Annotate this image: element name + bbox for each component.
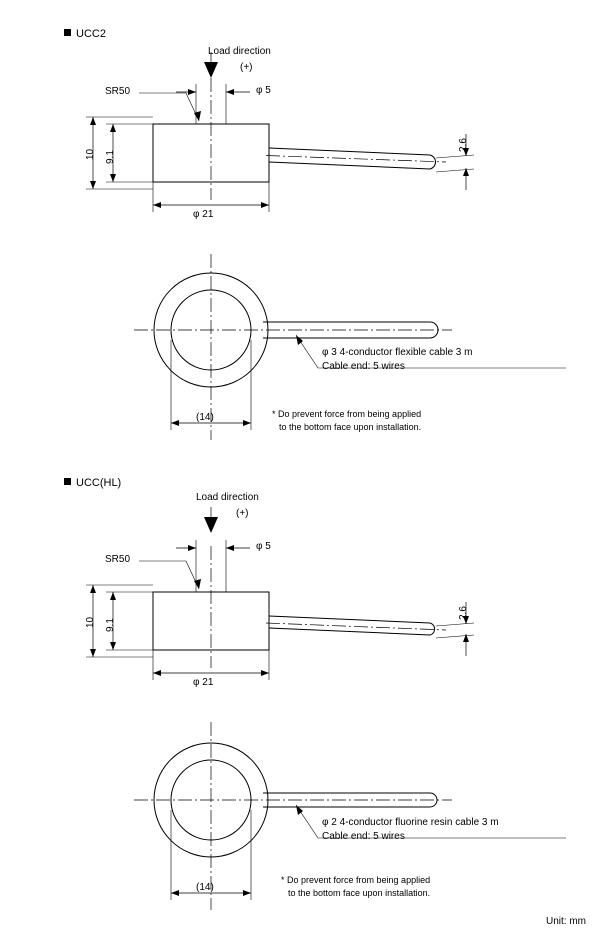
dim26-ext-bottom-ucchl (436, 635, 474, 638)
phi5-label-ucchl: φ 5 (256, 541, 271, 552)
cable-spec-line2-ucc2: Cable end: 5 wires (322, 361, 405, 372)
cable-end-cap-ucchl (430, 623, 435, 635)
load-direction-label-ucc2: Load direction (208, 46, 271, 57)
install-note-line1-ucchl: * Do prevent force from being applied (281, 875, 431, 885)
dim14-arrow-left-ucchl (171, 890, 179, 896)
dim91-arrow-bottom-ucchl (110, 642, 116, 650)
cable-spec-line1-ucchl: φ 2 4-conductor fluorine resin cable 3 m (322, 817, 499, 828)
cable-top-edge-ucchl (269, 616, 430, 623)
dim10-arrow-bottom-ucchl (90, 649, 96, 657)
load-arrow-head-ucchl (204, 517, 218, 533)
dim-14-label-ucchl: (14) (196, 882, 214, 893)
dim-9-1-label-ucc2: 9.1 (105, 150, 116, 164)
dim-2-6-label-ucc2: 2.6 (458, 138, 469, 152)
phi21-arrow-right-ucchl (261, 670, 269, 676)
cable-spec-line1-ucc2: φ 3 4-conductor flexible cable 3 m (322, 347, 473, 358)
phi21-label-ucchl: φ 21 (193, 677, 214, 688)
dim-10-label-ucc2: 10 (85, 148, 96, 160)
dim-9-1-label-ucchl: 9.1 (105, 618, 116, 632)
dim14-arrow-right-ucchl (243, 890, 251, 896)
dim-2-6-label-ucchl: 2.6 (458, 606, 469, 620)
sr50-label-ucchl: SR50 (105, 554, 131, 565)
dim26-ext-top-ucchl (436, 623, 474, 626)
dim10-arrow-top-ucchl (90, 585, 96, 593)
phi5-label-ucc2: φ 5 (256, 85, 271, 96)
load-direction-label-ucchl: Load direction (196, 492, 259, 503)
unit-note: Unit: mm (546, 916, 586, 927)
phi5-arrow-right-ucchl (226, 545, 234, 551)
load-sign-label-ucchl: (+) (236, 508, 249, 519)
dim-10-label-ucchl: 10 (85, 616, 96, 628)
phi21-arrow-left-ucchl (153, 670, 161, 676)
dim-14-label-ucc2: (14) (196, 412, 214, 423)
load-sign-label-ucc2: (+) (240, 62, 253, 73)
install-note-line1-ucc2: * Do prevent force from being applied (272, 409, 422, 419)
section-title-ucc2: UCC2 (64, 28, 106, 40)
cable-spec-line2-ucchl: Cable end: 5 wires (322, 831, 405, 842)
phi21-label-ucc2: φ 21 (193, 209, 214, 220)
install-note-line2-ucc2: to the bottom face upon installation. (279, 422, 422, 432)
sr50-label-ucc2: SR50 (105, 86, 131, 97)
section-title-ucchl: UCC(HL) (64, 477, 121, 489)
cable-bottom-edge-ucchl (269, 628, 430, 635)
install-note-line2-ucchl: to the bottom face upon installation. (288, 888, 431, 898)
phi5-arrow-left-ucchl (188, 545, 196, 551)
dim91-arrow-top-ucchl (110, 592, 116, 600)
